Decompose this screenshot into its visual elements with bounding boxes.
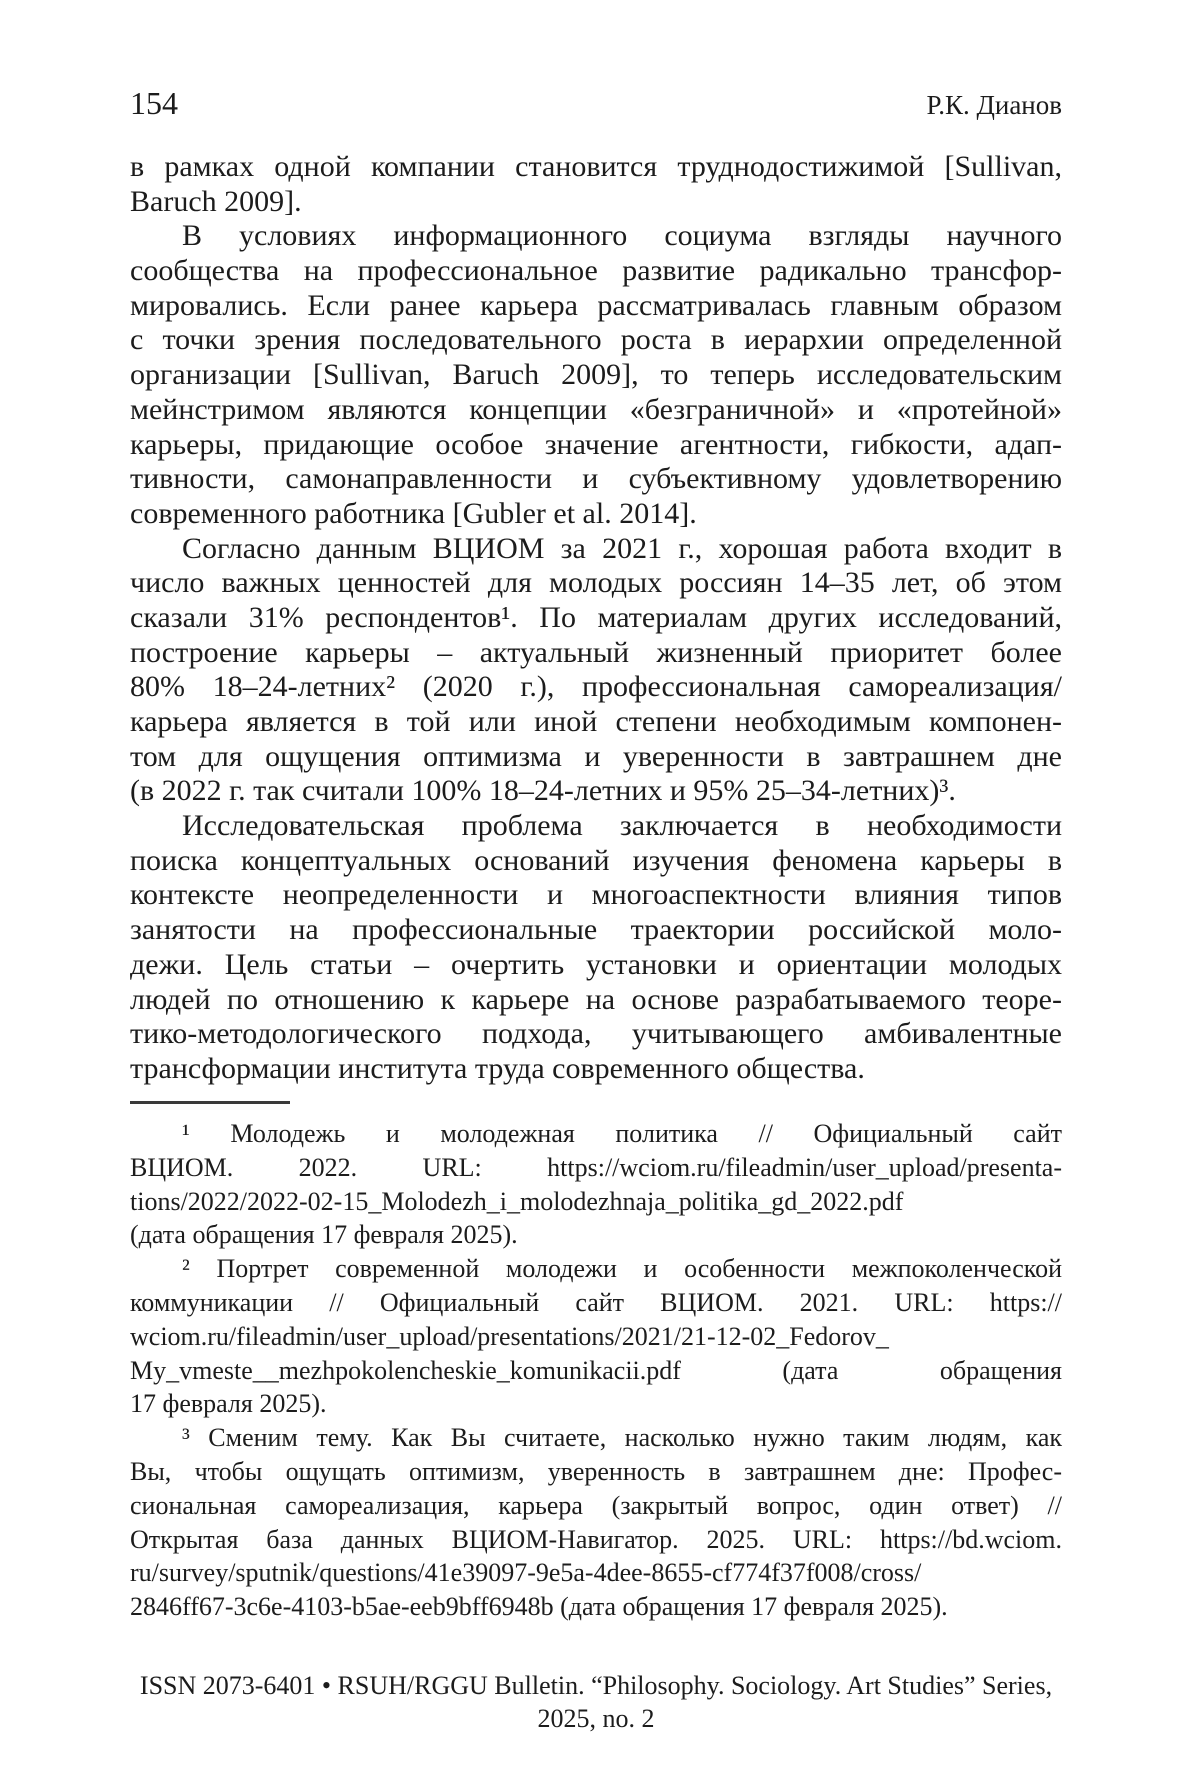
body-text-line: тивности, самонаправленности и субъективному удовлетворению [130,462,1062,496]
footnote-line: wciom.ru/fileadmin/user_upload/presentations/2021/21-12-02_Fedorov_ [130,1321,889,1351]
body-text-line: карьеры, придающие особое значение агентности, гибкости, адап- [130,427,1062,461]
body-text-line: поиска концептуальных оснований изучения феномена карьеры в [130,843,1062,877]
footer-line: ISSN 2073-6401 • RSUH/RGGU Bulletin. “Philosophy. Sociology. Art Studies” Series, [139,1671,1053,1700]
body-text-line: том для ощущения оптимизма и уверенности в завтрашнем дне [130,739,1062,773]
footnote-line: tions/2022/2022-02-15_Molodezh_i_molodezhnaja_politika_gd_2022.pdf [130,1186,904,1216]
body-text-line: в рамках одной компании становится труднодостижимой [Sullivan, [130,150,1062,183]
body-text-line: тико-методологического подхода, учитывающего амбивалентные [130,1017,1062,1051]
body-text-line: мейнстримом являются концепции «безграничной» и «протейной» [130,392,1062,426]
body-text-line: трансформации института труда современного общества. [130,1051,865,1085]
body-text-line: построение карьеры – актуальный жизненный приоритет более [130,635,1062,669]
body-text-line: современного работника [Gubler et al. 2014]. [130,496,697,530]
footnote-line: ² Портрет современной молодежи и особенности межпоколенческой [182,1254,1062,1284]
body-text-line: 80% 18–24-летних² (2020 г.), профессиональная самореализация/ [130,670,1062,704]
body-text-line: дежи. Цель статьи – очертить установки и ориентации молодых [130,947,1062,981]
page-header [130,84,1062,124]
footer-line: 2025, no. 2 [537,1704,655,1733]
body-text-line: (в 2022 г. так считали 100% 18–24-летних и 95% 25–34-летних)³. [130,774,956,808]
body-text-line: контексте неопределенности и многоаспектности влияния типов [130,878,1062,912]
body-text-line: карьера является в той или иной степени необходимым компонен- [130,705,1062,738]
footnote-line: (дата обращения 17 февраля 2025). [130,1220,518,1250]
footnote-line: сиональная самореализация, карьера (закрытый вопрос, один ответ) // [130,1490,1062,1520]
article-body [130,150,1062,1087]
body-text-line: сказали 31% респондентов¹. По материалам других исследований, [130,600,1062,634]
page-footer [130,1669,1062,1735]
footnote-separator [130,1101,290,1104]
footnote-line: Открытая база данных ВЦИОМ-Навигатор. 2025. URL: https://bd.wciom. [130,1524,1062,1554]
body-text-line: Согласно данным ВЦИОМ за 2021 г., хорошая работа входит в [182,531,1062,565]
body-text-line: мировались. Если ранее карьера рассматривалась главным образом [130,288,1062,322]
footnote-line: Вы, чтобы ощущать оптимизм, уверенность в завтрашнем дне: Профес- [130,1456,1062,1486]
body-text-line: организации [Sullivan, Baruch 2009], то теперь исследовательским [130,358,1062,392]
body-text-line: В условиях информационного социума взгляды научного [182,219,1062,253]
footnote-line: ВЦИОМ. 2022. URL: https://wciom.ru/fileadmin/user_upload/presenta- [130,1152,1062,1182]
footnote-line: ³ Сменим тему. Как Вы считаете, насколько нужно таким людям, как [182,1423,1062,1453]
body-text-line: Исследовательская проблема заключается в необходимости [182,809,1062,843]
author-name: Р.К. Дианов [926,90,1062,120]
page-number: 154 [130,85,178,121]
body-text-line: число важных ценностей для молодых россиян 14–35 лет, об этом [130,566,1062,600]
footnote-line: ru/survey/sputnik/questions/41e39097-9e5a-4dee-8655-cf774f37f008/cross/ [130,1558,922,1588]
footnote-line: коммуникации // Официальный сайт ВЦИОМ. 2021. URL: https:// [130,1287,1062,1317]
body-text-line: занятости на профессиональные траектории российской моло- [130,913,1062,947]
footnote-line: 2846ff67-3c6e-4103-b5ae-eeb9bff6948b (дата обращения 17 февраля 2025). [130,1592,948,1622]
footnote-line: 17 февраля 2025). [130,1389,327,1419]
body-text-line: Baruch 2009]. [130,184,302,218]
body-text-line: сообщества на профессиональное развитие радикально трансфор- [130,254,1062,288]
body-text-line: с точки зрения последовательного роста в иерархии определенной [130,323,1062,357]
footnote-line: ¹ Молодежь и молодежная политика // Официальный сайт [182,1119,1062,1148]
body-text-line: людей по отношению к карьере на основе разрабатываемого теоре- [130,982,1062,1016]
footnote-line: My_vmeste__mezhpokolencheskie_komunikacii.pdf (дата обращения [130,1355,1062,1385]
footnotes-block [130,1117,1062,1624]
